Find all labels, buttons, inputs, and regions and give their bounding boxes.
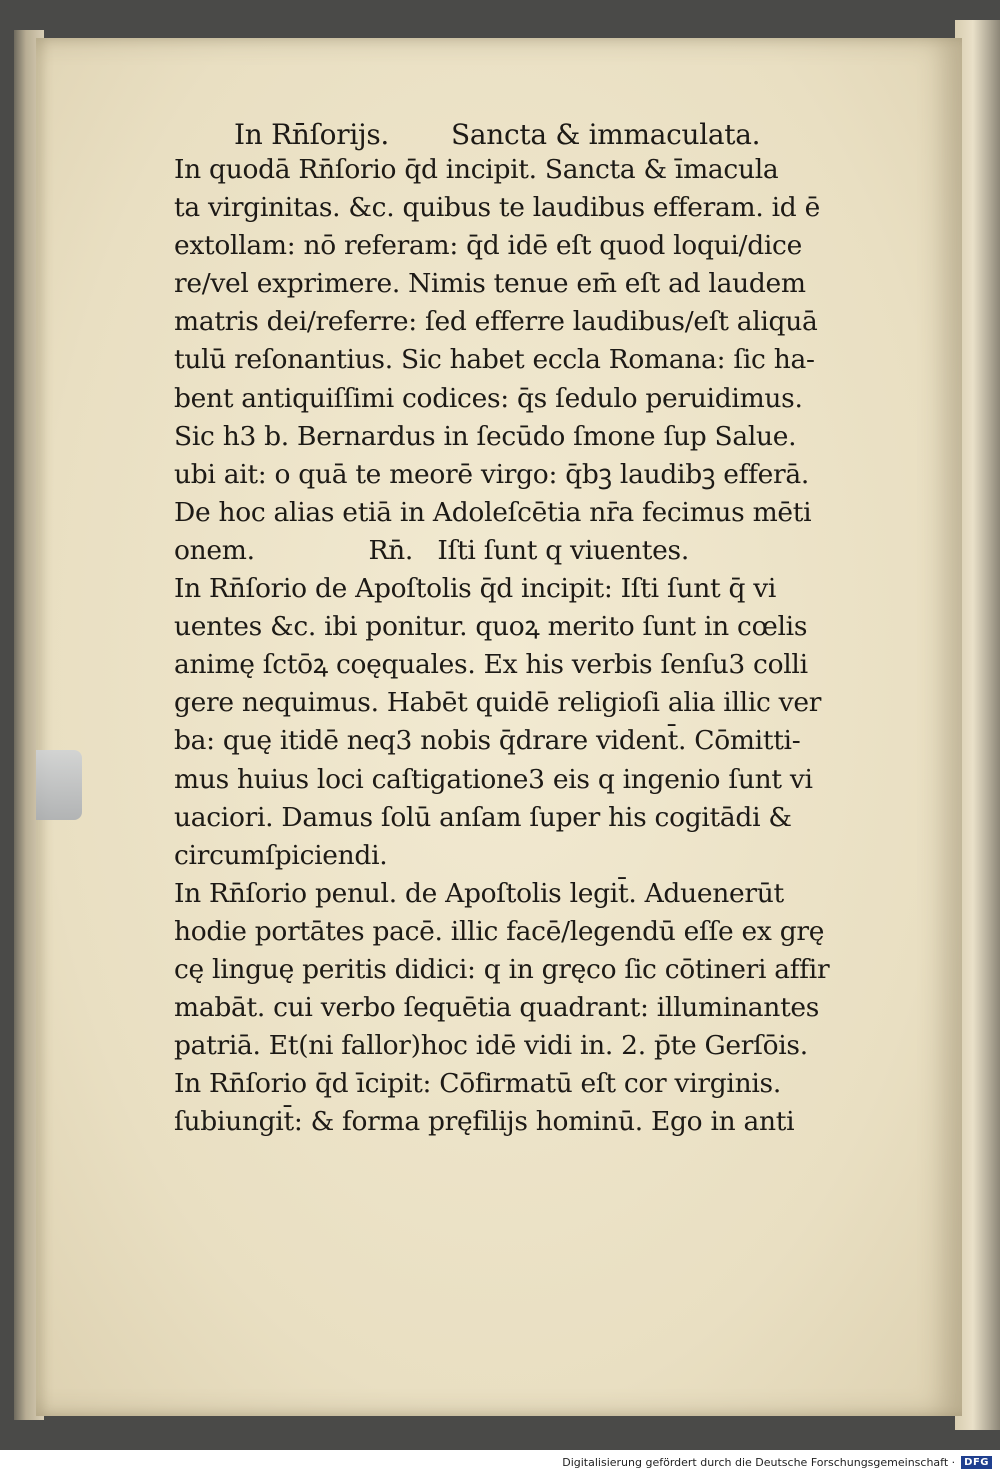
footer-credit: Digitalisierung gefördert durch die Deutsche Forschungsgemeinschaft · [562,1455,956,1469]
text-line: In Rn̄ſorio de Apoſtolis q̄d incipit: Iſti ſunt q̄ vi [174,573,777,605]
text-line: re/vel exprimere. Nimis tenue em̄ eſt ad laudem [174,268,806,300]
running-head [174,104,884,151]
page-text [174,104,884,1141]
page-clip [36,750,82,820]
text-lines [174,151,884,1141]
text-line: De hoc alias etiā in Adoleſcētia nr̄a fecimus mēti [174,496,812,528]
text-line: onem. Rn̄. Iſti ſunt q viuentes. [174,534,689,566]
text-line: ubi ait: o quā te meorē virgo: q̄bꝫ laudibꝫ efferā. [174,458,809,490]
text-line: mabāt. cui verbo ſequētia quadrant: illuminantes [174,992,820,1024]
text-line: uentes &c. ibi ponitur. quoꝝ merito ſunt in cœlis [174,611,808,643]
running-head-left: In Rn̄ſorijs. [234,118,390,151]
text-line: tulū reſonantius. Sic habet eccla Romana: ſic ha- [174,344,815,376]
dfg-logo: DFG [961,1456,992,1469]
text-line: cę linguę peritis didici: q in gręco ſic cōtineri affir [174,953,830,985]
footer-bar [0,1450,1000,1474]
text-line: bent antiquiſſimi codices: q̄s ſedulo peruidimus. [174,382,803,414]
text-line: animę ſctōꝝ coęquales. Ex his verbis ſenſu3 colli [174,649,808,681]
text-line: ta virginitas. &c. quibus te laudibus efferam. id ē [174,192,820,224]
text-line: matris dei/referre: ſed efferre laudibus/eſt aliquā [174,306,818,338]
text-line: mus huius loci caſtigatione3 eis q ingenio ſunt vi [174,763,813,795]
text-line: Sic h3 b. Bernardus in ſecūdo ſmone ſup Salue. [174,420,797,452]
text-line: uaciori. Damus ſolū anſam ſuper his cogitādi & [174,801,792,833]
text-line: hodie portātes pacē. illic facē/legendū eſſe ex grę [174,915,825,947]
running-head-right: Sancta & immaculata. [451,118,761,151]
text-line: In Rn̄ſorio penul. de Apoſtolis legit̄. Aduenerūt [174,877,784,909]
text-line: gere nequimus. Habēt quidē religioſi alia illic ver [174,687,822,719]
text-line: In Rn̄ſorio q̄d īcipit: Cōfirmatū eſt cor virginis. [174,1068,781,1100]
text-line: extollam: nō referam: q̄d idē eſt quod loqui/dice [174,230,802,262]
text-line: In quodā Rn̄ſorio q̄d incipit. Sancta & īmacula [174,154,779,185]
text-line: ſubiungit̄: & forma pręfilijs hominū. Ego in anti [174,1106,795,1138]
text-line: ba: quę itidē neq3 nobis q̄drare vident̄. Cōmitti- [174,725,801,757]
text-line: patriā. Et(ni fallor)hoc idē vidi in. 2. p̄te Gerſōis. [174,1030,808,1062]
text-line: circumſpiciendi. [174,839,388,871]
